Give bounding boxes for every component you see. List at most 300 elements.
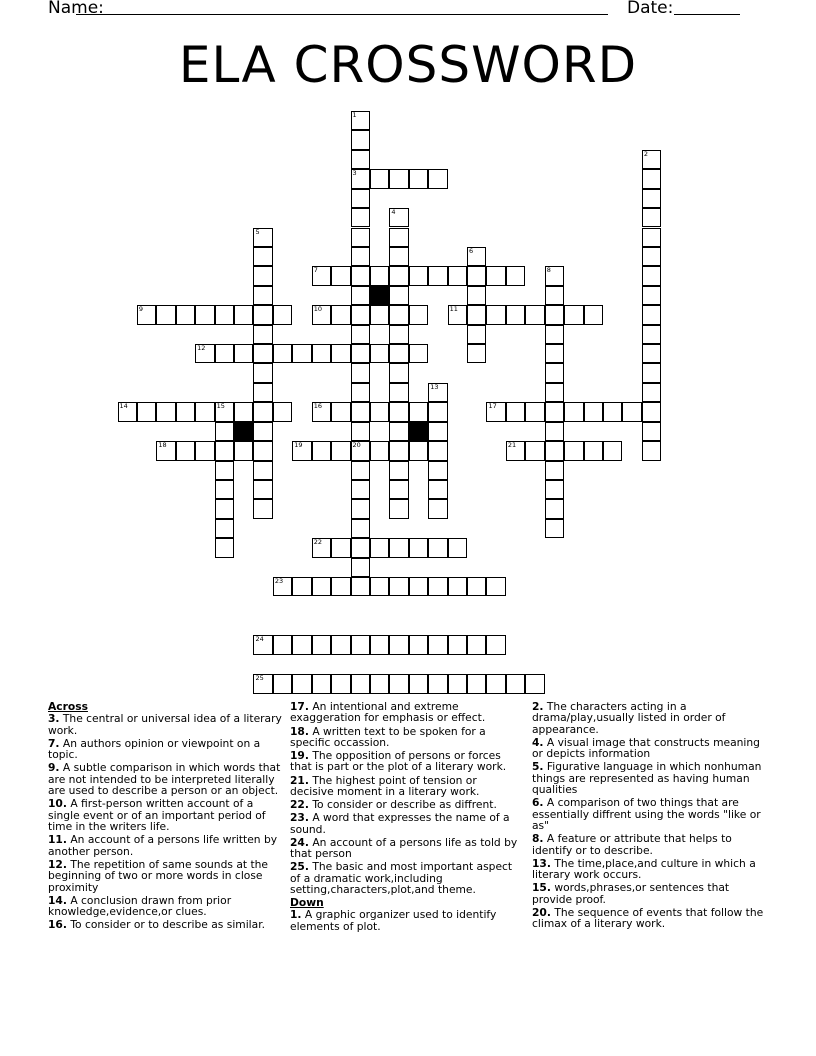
- grid-cell[interactable]: [389, 577, 408, 596]
- grid-cell[interactable]: [253, 499, 272, 518]
- grid-cell[interactable]: [351, 519, 370, 538]
- grid-cell[interactable]: [312, 305, 331, 324]
- grid-cell[interactable]: [215, 422, 234, 441]
- grid-cell[interactable]: [545, 441, 564, 460]
- grid-cell[interactable]: [467, 247, 486, 266]
- clue-text: A first-person written account of a single event or of an important period of time in the writers life.: [48, 797, 266, 834]
- grid-cell[interactable]: [525, 674, 544, 693]
- grid-cell[interactable]: [331, 538, 350, 557]
- page-title: ELA CROSSWORD: [178, 36, 638, 94]
- grid-cell[interactable]: [545, 325, 564, 344]
- grid-cell[interactable]: [642, 150, 661, 169]
- clue-num: 25.: [290, 860, 309, 874]
- grid-cell[interactable]: [351, 441, 370, 460]
- grid-cell[interactable]: [448, 577, 467, 596]
- clue-number: 5: [255, 227, 260, 236]
- grid-cell[interactable]: [506, 266, 525, 285]
- down-clue: [532, 882, 764, 905]
- grid-cell[interactable]: [584, 305, 603, 324]
- grid-cell[interactable]: [351, 402, 370, 421]
- grid-cell[interactable]: [389, 383, 408, 402]
- grid-cell[interactable]: [370, 344, 389, 363]
- down-clue: [532, 797, 764, 831]
- grid-cell[interactable]: [409, 441, 428, 460]
- grid-cell[interactable]: [428, 577, 447, 596]
- grid-cell[interactable]: [545, 461, 564, 480]
- grid-cell[interactable]: [467, 674, 486, 693]
- clue-num: 10.: [48, 797, 67, 811]
- grid-cell[interactable]: [253, 402, 272, 421]
- grid-cell[interactable]: [273, 402, 292, 421]
- grid-cell[interactable]: [428, 674, 447, 693]
- grid-cell[interactable]: [351, 538, 370, 557]
- grid-cell[interactable]: [273, 635, 292, 654]
- grid-cell[interactable]: [642, 344, 661, 363]
- grid-cell[interactable]: [506, 305, 525, 324]
- grid-cell[interactable]: [176, 305, 195, 324]
- grid-cell[interactable]: [351, 422, 370, 441]
- grid-cell[interactable]: [312, 674, 331, 693]
- grid-cell[interactable]: [486, 577, 505, 596]
- grid-cell[interactable]: [448, 674, 467, 693]
- clue-num: 14.: [48, 893, 67, 907]
- grid-cell[interactable]: [215, 480, 234, 499]
- grid-cell[interactable]: [156, 441, 175, 460]
- grid-cell[interactable]: [351, 169, 370, 188]
- grid-cell[interactable]: [370, 266, 389, 285]
- grid-cell[interactable]: [215, 538, 234, 557]
- across-clue: [290, 799, 522, 810]
- grid-cell[interactable]: [351, 499, 370, 518]
- grid-cell[interactable]: [137, 305, 156, 324]
- grid-cell[interactable]: [584, 441, 603, 460]
- grid-cell[interactable]: [486, 402, 505, 421]
- grid-cell[interactable]: [312, 402, 331, 421]
- grid-cell[interactable]: [428, 266, 447, 285]
- grid-cell[interactable]: [253, 441, 272, 460]
- clue-num: 18.: [290, 724, 309, 738]
- grid-cell[interactable]: [351, 363, 370, 382]
- grid-cell[interactable]: [428, 499, 447, 518]
- grid-cell[interactable]: [389, 674, 408, 693]
- grid-cell[interactable]: [370, 169, 389, 188]
- grid-cell[interactable]: [273, 344, 292, 363]
- clue-text: The opposition of persons or forces that is part or the plot of a literary work.: [290, 749, 507, 774]
- clue-text: The basic and most important aspect of a dramatic work,including setting,characters,plot,and theme.: [290, 860, 513, 896]
- grid-cell[interactable]: [253, 480, 272, 499]
- clue-number: 2: [643, 149, 648, 158]
- clue-number: 7: [313, 266, 318, 275]
- grid-cell[interactable]: [428, 635, 447, 654]
- grid-cell[interactable]: [351, 344, 370, 363]
- grid-cell[interactable]: [331, 344, 350, 363]
- clue-number: 21: [507, 441, 517, 450]
- name-label: Name:: [48, 0, 104, 18]
- grid-cell[interactable]: [137, 402, 156, 421]
- grid-cell[interactable]: [389, 169, 408, 188]
- clue-text: The characters acting in a drama/play,usually listed in order of appearance.: [532, 700, 726, 736]
- grid-cell[interactable]: [351, 461, 370, 480]
- grid-cell[interactable]: [564, 402, 583, 421]
- grid-cell[interactable]: [409, 635, 428, 654]
- clue-num: 13.: [532, 856, 551, 870]
- grid-cell[interactable]: [215, 461, 234, 480]
- grid-cell[interactable]: [486, 305, 505, 324]
- grid-cell[interactable]: [273, 674, 292, 693]
- grid-cell[interactable]: [156, 402, 175, 421]
- clue-number: 20: [352, 441, 361, 450]
- grid-cell[interactable]: [389, 305, 408, 324]
- grid-cell[interactable]: [215, 519, 234, 538]
- grid-cell[interactable]: [331, 441, 350, 460]
- clue-num: 12.: [48, 857, 67, 871]
- grid-cell[interactable]: [331, 635, 350, 654]
- grid-cell[interactable]: [351, 674, 370, 693]
- grid-cell[interactable]: [389, 402, 408, 421]
- grid-cell[interactable]: [234, 402, 253, 421]
- grid-cell[interactable]: [564, 441, 583, 460]
- grid-cell[interactable]: [428, 538, 447, 557]
- grid-cell[interactable]: [525, 402, 544, 421]
- grid-cell[interactable]: [428, 169, 447, 188]
- grid-cell[interactable]: [215, 305, 234, 324]
- grid-cell[interactable]: [351, 558, 370, 577]
- clue-number: 6: [469, 246, 474, 255]
- grid-cell[interactable]: [195, 344, 214, 363]
- grid-cell[interactable]: [234, 441, 253, 460]
- clue-text: A comparison of two things that are essentially diffrent using the words "like or as": [532, 796, 761, 833]
- clue-num: 9.: [48, 761, 60, 775]
- grid-cell[interactable]: [525, 305, 544, 324]
- grid-cell[interactable]: [351, 111, 370, 130]
- down-clue: [532, 761, 764, 795]
- grid-cell[interactable]: [467, 305, 486, 324]
- down-clue: [532, 907, 764, 930]
- grid-cell[interactable]: [312, 635, 331, 654]
- grid-cell[interactable]: [195, 402, 214, 421]
- grid-cell[interactable]: [351, 325, 370, 344]
- grid-cell[interactable]: [292, 674, 311, 693]
- grid-cell[interactable]: [389, 286, 408, 305]
- grid-cell[interactable]: [389, 325, 408, 344]
- grid-cell[interactable]: [312, 266, 331, 285]
- clue-text: The time,place,and culture in which a literary work occurs.: [532, 856, 756, 882]
- clue-number: 8: [546, 266, 551, 275]
- grid-cell[interactable]: [331, 266, 350, 285]
- clue-number: 1: [352, 111, 357, 119]
- clue-number: 12: [197, 344, 206, 353]
- grid-cell[interactable]: [273, 305, 292, 324]
- grid-cell[interactable]: [389, 538, 408, 557]
- grid-cell[interactable]: [525, 441, 544, 460]
- clue-num: 21.: [290, 773, 309, 787]
- clue-num: 20.: [532, 905, 551, 919]
- clue-text: A word that expresses the name of a sound.: [290, 811, 510, 836]
- grid-cell[interactable]: [467, 286, 486, 305]
- across-clue: [290, 775, 522, 798]
- grid-cell[interactable]: [409, 674, 428, 693]
- across-clue: [290, 837, 522, 860]
- grid-cell[interactable]: [389, 461, 408, 480]
- grid-cell[interactable]: [389, 635, 408, 654]
- clue-number: 22: [313, 538, 322, 547]
- clue-num: 15.: [532, 881, 551, 895]
- clue-text: A feature or attribute that helps to identify or to describe.: [532, 832, 732, 857]
- grid-cell[interactable]: [486, 266, 505, 285]
- grid-cell[interactable]: [234, 305, 253, 324]
- clue-num: 16.: [48, 918, 67, 932]
- grid-cell[interactable]: [253, 635, 272, 654]
- clue-text: The repetition of same sounds at the beginning of two or more words in close proximity: [48, 857, 269, 894]
- grid-cell[interactable]: [603, 441, 622, 460]
- grid-cell[interactable]: [351, 228, 370, 247]
- grid-cell[interactable]: [253, 363, 272, 382]
- grid-cell[interactable]: [176, 441, 195, 460]
- grid-cell[interactable]: [195, 441, 214, 460]
- date-label: Date:: [627, 0, 674, 18]
- grid-cell[interactable]: [467, 635, 486, 654]
- grid-cell[interactable]: [467, 325, 486, 344]
- grid-cell[interactable]: [389, 499, 408, 518]
- grid-cell[interactable]: [351, 130, 370, 149]
- grid-cell[interactable]: [215, 402, 234, 421]
- grid-cell[interactable]: [486, 635, 505, 654]
- grid-cell[interactable]: [467, 577, 486, 596]
- grid-cell[interactable]: [506, 402, 525, 421]
- grid-cell[interactable]: [292, 577, 311, 596]
- grid-cell[interactable]: [253, 325, 272, 344]
- grid-cell[interactable]: [176, 402, 195, 421]
- grid-cell[interactable]: [370, 305, 389, 324]
- grid-cell[interactable]: [156, 305, 175, 324]
- grid-cell[interactable]: [351, 635, 370, 654]
- grid-cell[interactable]: [118, 402, 137, 421]
- grid-cell[interactable]: [389, 228, 408, 247]
- across-heading: Across: [48, 700, 88, 713]
- grid-cell[interactable]: [351, 208, 370, 227]
- clue-text: An account of a persons life written by another person.: [48, 833, 278, 858]
- black-square: [234, 422, 253, 441]
- grid-cell[interactable]: [409, 577, 428, 596]
- grid-cell[interactable]: [642, 325, 661, 344]
- grid-cell[interactable]: [331, 577, 350, 596]
- grid-cell[interactable]: [312, 441, 331, 460]
- grid-cell[interactable]: [331, 402, 350, 421]
- across-clue: [290, 812, 522, 835]
- grid-cell[interactable]: [428, 441, 447, 460]
- grid-cell[interactable]: [545, 363, 564, 382]
- grid-cell[interactable]: [351, 480, 370, 499]
- grid-cell[interactable]: [389, 422, 408, 441]
- grid-cell[interactable]: [253, 344, 272, 363]
- grid-cell[interactable]: [253, 422, 272, 441]
- grid-cell[interactable]: [467, 344, 486, 363]
- grid-cell[interactable]: [253, 383, 272, 402]
- grid-cell[interactable]: [642, 247, 661, 266]
- grid-cell[interactable]: [351, 383, 370, 402]
- grid-cell[interactable]: [273, 577, 292, 596]
- clue-number: 3: [352, 169, 357, 178]
- grid-cell[interactable]: [253, 305, 272, 324]
- clue-text: A visual image that constructs meaning or depicts information: [532, 735, 760, 761]
- grid-cell[interactable]: [642, 286, 661, 305]
- grid-cell[interactable]: [545, 344, 564, 363]
- clue-text: Figurative language in which nonhuman things are represented as having human qualities: [532, 760, 762, 797]
- clue-number: 17: [488, 402, 497, 411]
- grid-cell[interactable]: [253, 461, 272, 480]
- grid-cell[interactable]: [409, 266, 428, 285]
- grid-cell[interactable]: [370, 577, 389, 596]
- grid-cell[interactable]: [642, 208, 661, 227]
- grid-cell[interactable]: [642, 363, 661, 382]
- clue-text: An account of a persons life as told by that person: [290, 835, 518, 860]
- clue-text: A subtle comparison in which words that are not intended to be interpreted literally are used to describe a person or an object.: [48, 761, 281, 798]
- clue-num: 11.: [48, 833, 67, 847]
- across-clue: [290, 861, 522, 895]
- grid-cell[interactable]: [642, 266, 661, 285]
- clue-text: An intentional and extreme exaggeration for emphasis or effect.: [290, 700, 486, 725]
- grid-cell[interactable]: [467, 266, 486, 285]
- grid-cell[interactable]: [428, 422, 447, 441]
- grid-cell[interactable]: [253, 247, 272, 266]
- grid-cell[interactable]: [545, 519, 564, 538]
- grid-cell[interactable]: [642, 305, 661, 324]
- clue-number: 10: [313, 305, 322, 314]
- grid-cell[interactable]: [584, 402, 603, 421]
- grid-cell[interactable]: [545, 305, 564, 324]
- clue-number: 9: [138, 305, 144, 314]
- grid-cell[interactable]: [486, 674, 505, 693]
- clue-text: An authors opinion or viewpoint on a topic.: [48, 736, 261, 762]
- black-square: [409, 422, 428, 441]
- grid-cell[interactable]: [351, 305, 370, 324]
- grid-cell[interactable]: [351, 286, 370, 305]
- across-clue: [290, 701, 522, 724]
- clue-number: 4: [391, 208, 396, 217]
- grid-cell[interactable]: [253, 228, 272, 247]
- grid-cell[interactable]: [642, 422, 661, 441]
- grid-cell[interactable]: [370, 441, 389, 460]
- grid-cell[interactable]: [292, 441, 311, 460]
- across-clue: [290, 750, 522, 773]
- grid-cell[interactable]: [370, 635, 389, 654]
- grid-cell[interactable]: [506, 674, 525, 693]
- grid-cell[interactable]: [312, 344, 331, 363]
- across-clue: [48, 919, 284, 930]
- grid-cell[interactable]: [564, 305, 583, 324]
- grid-cell[interactable]: [389, 266, 408, 285]
- grid-cell[interactable]: [545, 383, 564, 402]
- grid-cell[interactable]: [545, 480, 564, 499]
- across-clue: [48, 798, 284, 832]
- grid-cell[interactable]: [351, 577, 370, 596]
- grid-cell[interactable]: [409, 538, 428, 557]
- grid-cell[interactable]: [545, 402, 564, 421]
- grid-cell[interactable]: [312, 577, 331, 596]
- grid-cell[interactable]: [545, 286, 564, 305]
- grid-cell[interactable]: [409, 305, 428, 324]
- grid-cell[interactable]: [370, 674, 389, 693]
- clue-text: A conclusion drawn from prior knowledge,evidence,or clues.: [48, 893, 232, 919]
- grid-cell[interactable]: [331, 674, 350, 693]
- grid-cell[interactable]: [215, 499, 234, 518]
- grid-cell[interactable]: [642, 228, 661, 247]
- grid-cell[interactable]: [195, 305, 214, 324]
- grid-cell[interactable]: [642, 402, 661, 421]
- grid-cell[interactable]: [370, 538, 389, 557]
- grid-cell[interactable]: [642, 441, 661, 460]
- grid-cell[interactable]: [448, 538, 467, 557]
- grid-cell[interactable]: [409, 402, 428, 421]
- grid-cell[interactable]: [389, 480, 408, 499]
- grid-cell[interactable]: [351, 189, 370, 208]
- grid-cell[interactable]: [351, 150, 370, 169]
- grid-cell[interactable]: [215, 441, 234, 460]
- clue-num: 5.: [532, 760, 544, 774]
- grid-cell[interactable]: [215, 344, 234, 363]
- clue-num: 19.: [290, 749, 309, 762]
- grid-cell[interactable]: [312, 538, 331, 557]
- grid-cell[interactable]: [292, 344, 311, 363]
- grid-cell[interactable]: [428, 383, 447, 402]
- clue-num: 3.: [48, 712, 60, 726]
- grid-cell[interactable]: [370, 402, 389, 421]
- grid-cell[interactable]: [389, 208, 408, 227]
- grid-cell[interactable]: [428, 480, 447, 499]
- grid-cell[interactable]: [506, 441, 525, 460]
- grid-cell[interactable]: [409, 344, 428, 363]
- grid-cell[interactable]: [389, 363, 408, 382]
- grid-cell[interactable]: [642, 189, 661, 208]
- clue-text: A graphic organizer used to identify elements of plot.: [290, 908, 497, 933]
- down-clue: [290, 909, 522, 932]
- grid-cell[interactable]: [545, 266, 564, 285]
- grid-cell[interactable]: [389, 344, 408, 363]
- clue-number: 14: [119, 402, 128, 411]
- down-clue: [532, 833, 764, 856]
- grid-cell[interactable]: [448, 305, 467, 324]
- grid-cell[interactable]: [292, 635, 311, 654]
- grid-cell[interactable]: [622, 402, 641, 421]
- grid-cell[interactable]: [234, 344, 253, 363]
- clue-text: The central or universal idea of a literary work.: [48, 712, 282, 737]
- grid-cell[interactable]: [351, 247, 370, 266]
- grid-cell[interactable]: [603, 402, 622, 421]
- grid-cell[interactable]: [253, 266, 272, 285]
- grid-cell[interactable]: [545, 499, 564, 518]
- grid-cell[interactable]: [428, 461, 447, 480]
- grid-cell[interactable]: [253, 286, 272, 305]
- clue-text: words,phrases,or sentences that provide proof.: [532, 881, 730, 906]
- across-clue: [48, 895, 284, 918]
- black-square: [370, 286, 389, 305]
- grid-cell[interactable]: [351, 266, 370, 285]
- across-clue: [48, 834, 284, 857]
- grid-cell[interactable]: [331, 305, 350, 324]
- grid-cell[interactable]: [409, 169, 428, 188]
- grid-cell[interactable]: [389, 247, 408, 266]
- clue-text: To consider or to describe as similar.: [66, 918, 265, 932]
- grid-cell[interactable]: [428, 402, 447, 421]
- grid-cell[interactable]: [389, 441, 408, 460]
- clue-text: The sequence of events that follow the climax of a literary work.: [532, 905, 764, 931]
- grid-cell[interactable]: [448, 266, 467, 285]
- grid-cell[interactable]: [545, 422, 564, 441]
- grid-cell[interactable]: [448, 635, 467, 654]
- grid-cell[interactable]: [253, 674, 272, 693]
- grid-cell[interactable]: [642, 169, 661, 188]
- grid-cell[interactable]: [642, 383, 661, 402]
